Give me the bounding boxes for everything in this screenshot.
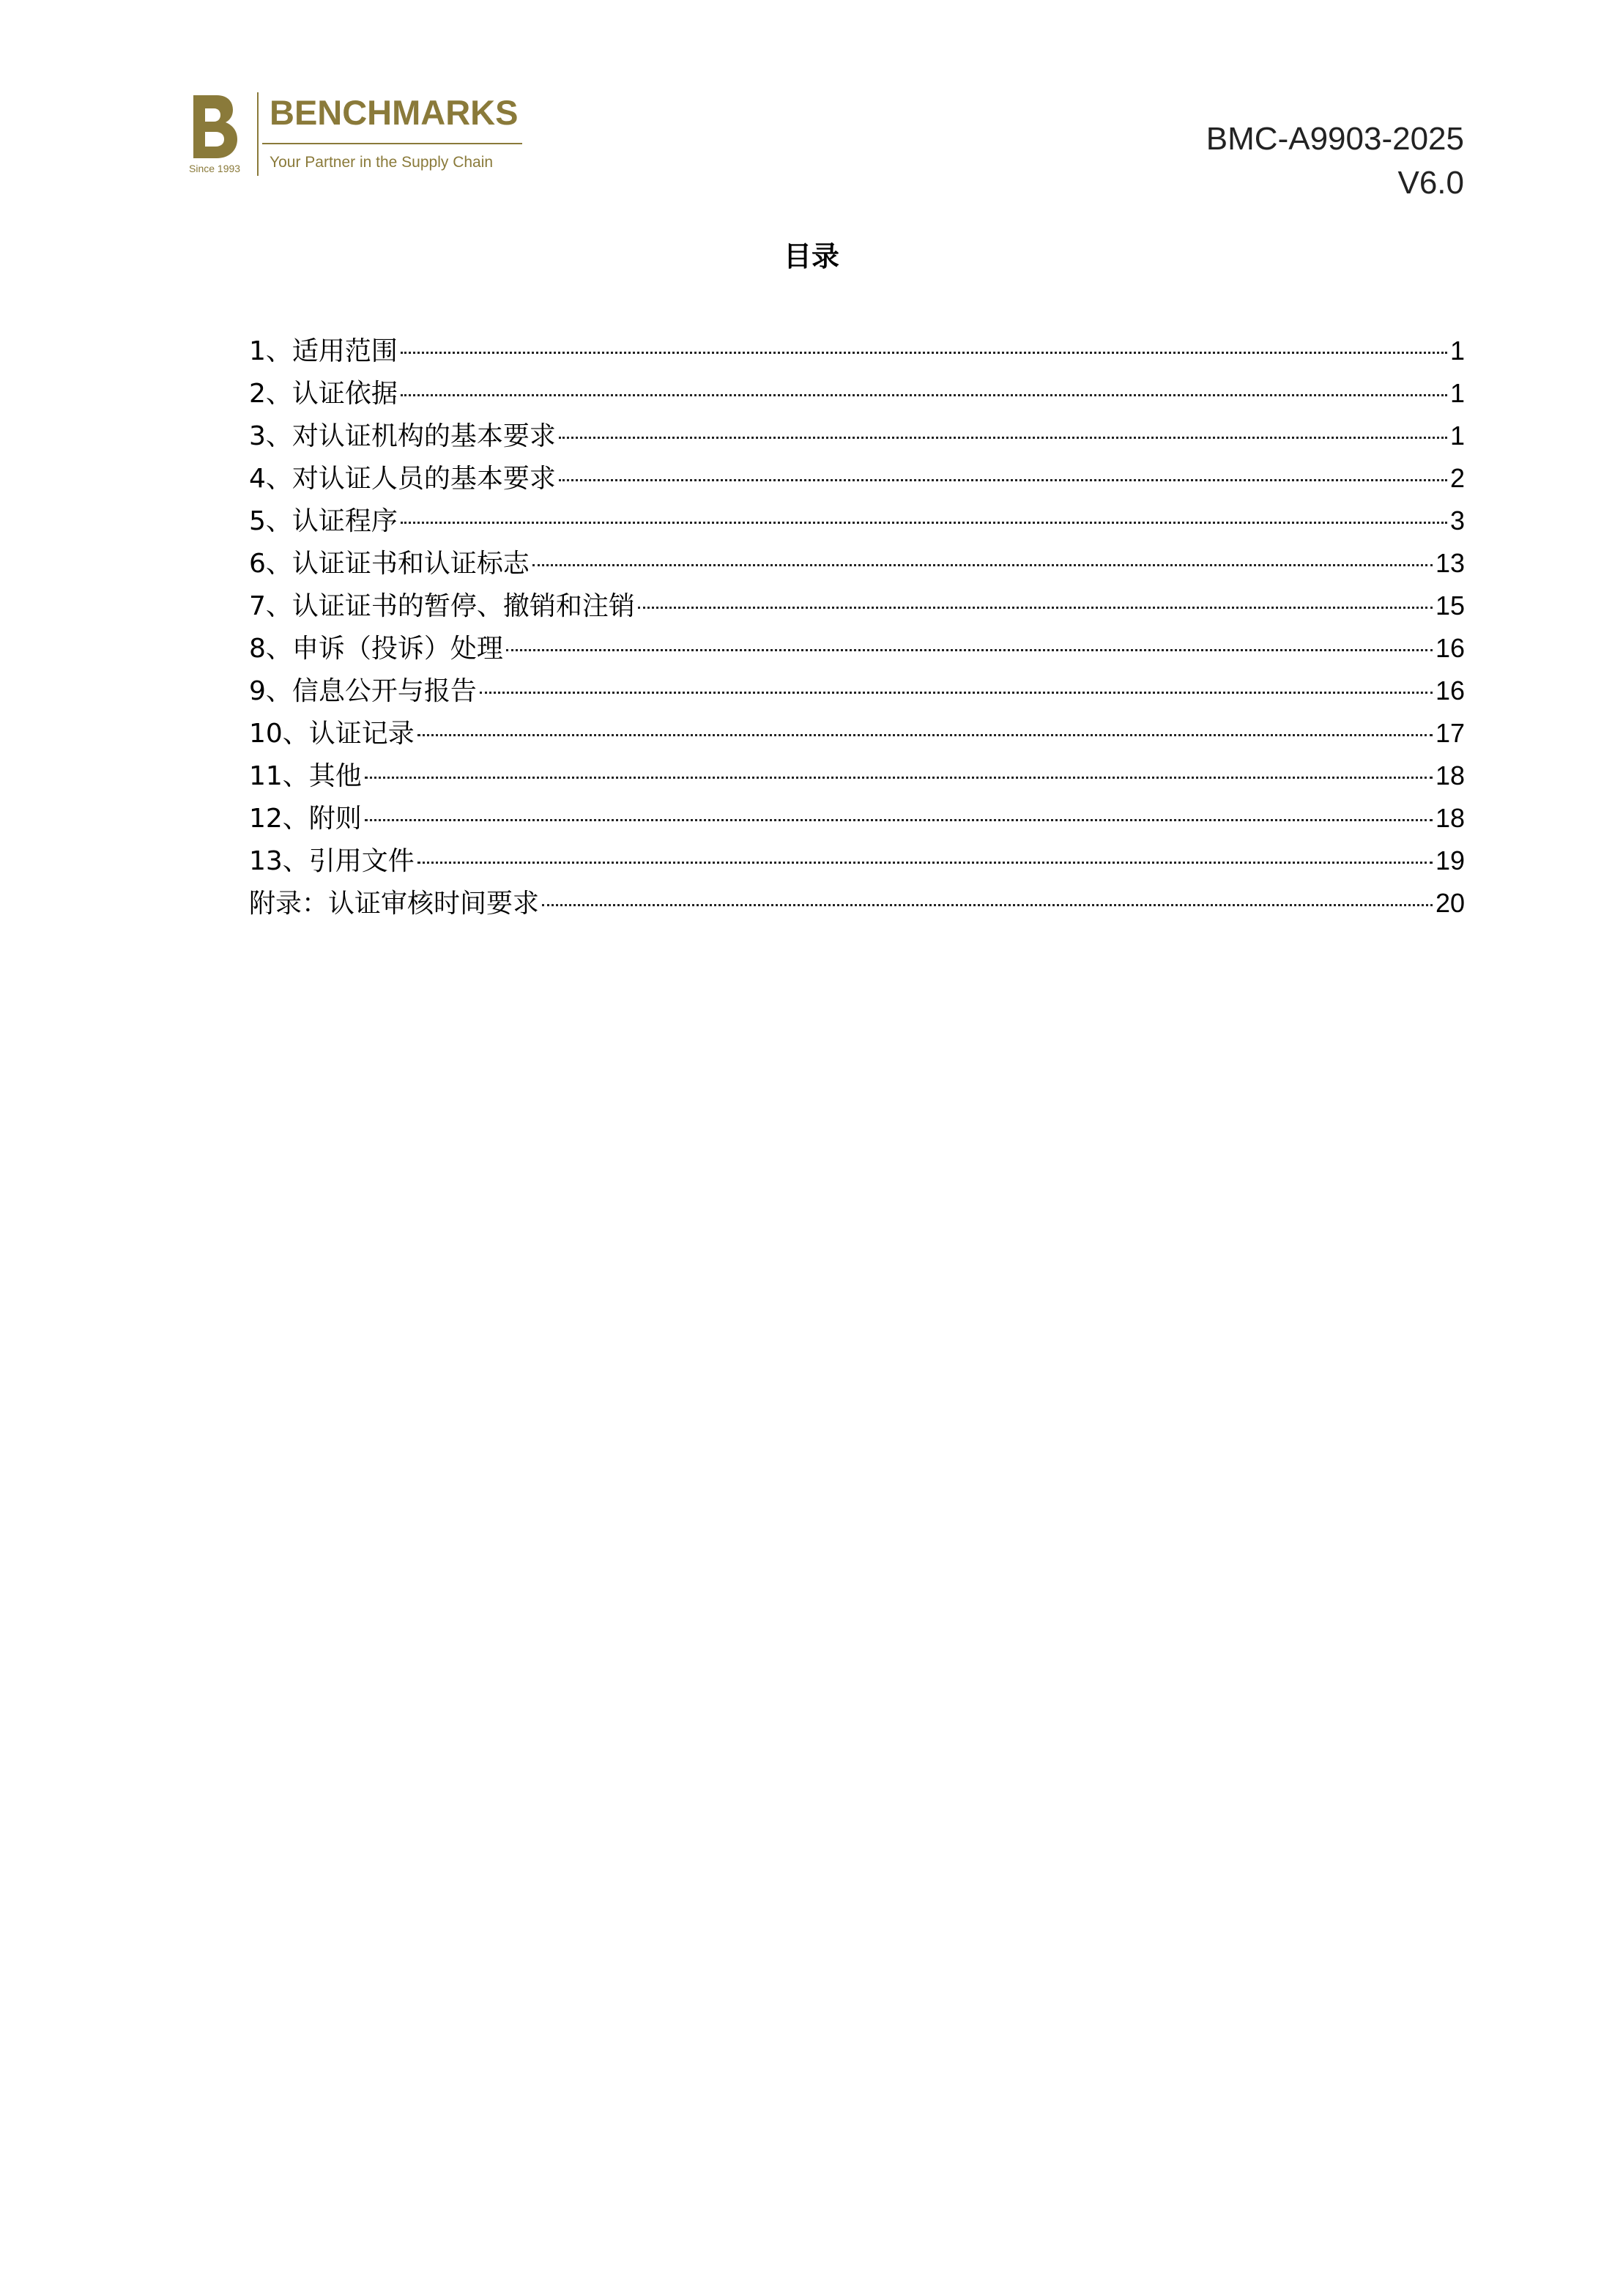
toc-dot-leader bbox=[401, 394, 1447, 396]
toc-entry-page: 17 bbox=[1435, 718, 1465, 748]
toc-entry[interactable] bbox=[249, 542, 1465, 585]
toc-entry-page: 19 bbox=[1435, 845, 1465, 875]
table-of-contents bbox=[249, 330, 1465, 925]
toc-entry-page: 20 bbox=[1435, 888, 1465, 918]
logo-brand-name: BENCHMARKS bbox=[270, 93, 519, 132]
toc-entry-page: 1 bbox=[1449, 378, 1465, 408]
toc-entry-page: 3 bbox=[1449, 506, 1465, 536]
toc-entry-label: 10、认证记录 bbox=[249, 719, 415, 749]
toc-entry-page: 13 bbox=[1435, 548, 1465, 578]
logo-since-text: Since 1993 bbox=[189, 163, 241, 174]
toc-entry-page: 16 bbox=[1435, 675, 1465, 706]
toc-entry[interactable] bbox=[249, 840, 1465, 882]
logo-divider-vertical bbox=[257, 92, 259, 176]
toc-dot-leader bbox=[401, 352, 1447, 354]
toc-dot-leader bbox=[401, 522, 1447, 524]
toc-entry[interactable] bbox=[249, 585, 1465, 627]
toc-dot-leader bbox=[417, 734, 1433, 736]
toc-entry-page: 16 bbox=[1435, 633, 1465, 663]
toc-entry-label: 5、认证程序 bbox=[249, 506, 398, 536]
toc-entry-page: 1 bbox=[1449, 421, 1465, 451]
toc-dot-leader bbox=[365, 819, 1433, 821]
toc-dot-leader bbox=[559, 437, 1447, 439]
toc-dot-leader bbox=[638, 607, 1433, 609]
toc-entry-label: 4、对认证人员的基本要求 bbox=[249, 464, 556, 494]
toc-entry-label: 11、其他 bbox=[249, 761, 362, 791]
toc-entry-page: 18 bbox=[1435, 760, 1465, 790]
toc-entry[interactable] bbox=[249, 330, 1465, 372]
toc-dot-leader bbox=[506, 649, 1433, 651]
toc-entry-page: 15 bbox=[1435, 590, 1465, 621]
toc-entry-page: 1 bbox=[1449, 336, 1465, 366]
toc-entry-page: 2 bbox=[1449, 463, 1465, 493]
toc-entry-label: 3、对认证机构的基本要求 bbox=[249, 421, 556, 451]
document-number: BMC-A9903-2025 bbox=[1206, 121, 1464, 157]
toc-entry-label: 2、认证依据 bbox=[249, 379, 398, 409]
toc-entry[interactable] bbox=[249, 670, 1465, 712]
toc-entry[interactable] bbox=[249, 415, 1465, 457]
toc-entry-label: 6、认证证书和认证标志 bbox=[249, 549, 530, 579]
toc-entry[interactable] bbox=[249, 627, 1465, 670]
document-version: V6.0 bbox=[1397, 165, 1464, 201]
toc-entry[interactable] bbox=[249, 755, 1465, 797]
toc-entry[interactable] bbox=[249, 712, 1465, 755]
toc-entry-label: 8、申诉（投诉）处理 bbox=[249, 634, 503, 664]
toc-entry[interactable] bbox=[249, 457, 1465, 500]
toc-entry-label: 1、适用范围 bbox=[249, 336, 398, 366]
toc-dot-leader bbox=[365, 777, 1433, 779]
toc-entry-label: 9、信息公开与报告 bbox=[249, 676, 477, 706]
toc-dot-leader bbox=[542, 904, 1433, 906]
toc-dot-leader bbox=[559, 479, 1447, 481]
toc-entry-label: 13、引用文件 bbox=[249, 846, 415, 876]
company-logo bbox=[189, 89, 526, 181]
toc-entry[interactable] bbox=[249, 372, 1465, 415]
toc-dot-leader bbox=[480, 692, 1433, 694]
toc-entry-label: 7、认证证书的暂停、撤销和注销 bbox=[249, 591, 635, 621]
toc-title: 目录 bbox=[783, 240, 839, 273]
toc-entry-label: 12、附则 bbox=[249, 804, 362, 834]
toc-entry-label: 附录：认证审核时间要求 bbox=[249, 889, 540, 919]
toc-entry-page: 18 bbox=[1435, 803, 1465, 833]
toc-entry[interactable] bbox=[249, 500, 1465, 542]
logo-divider-horizontal bbox=[262, 143, 522, 144]
toc-entry[interactable] bbox=[249, 882, 1465, 925]
toc-dot-leader bbox=[417, 862, 1433, 864]
toc-dot-leader bbox=[532, 564, 1433, 566]
logo-tagline: Your Partner in the Supply Chain bbox=[270, 154, 494, 171]
benchmarks-logo-icon bbox=[189, 92, 240, 160]
document-meta bbox=[1206, 117, 1464, 205]
toc-entry[interactable] bbox=[249, 797, 1465, 840]
